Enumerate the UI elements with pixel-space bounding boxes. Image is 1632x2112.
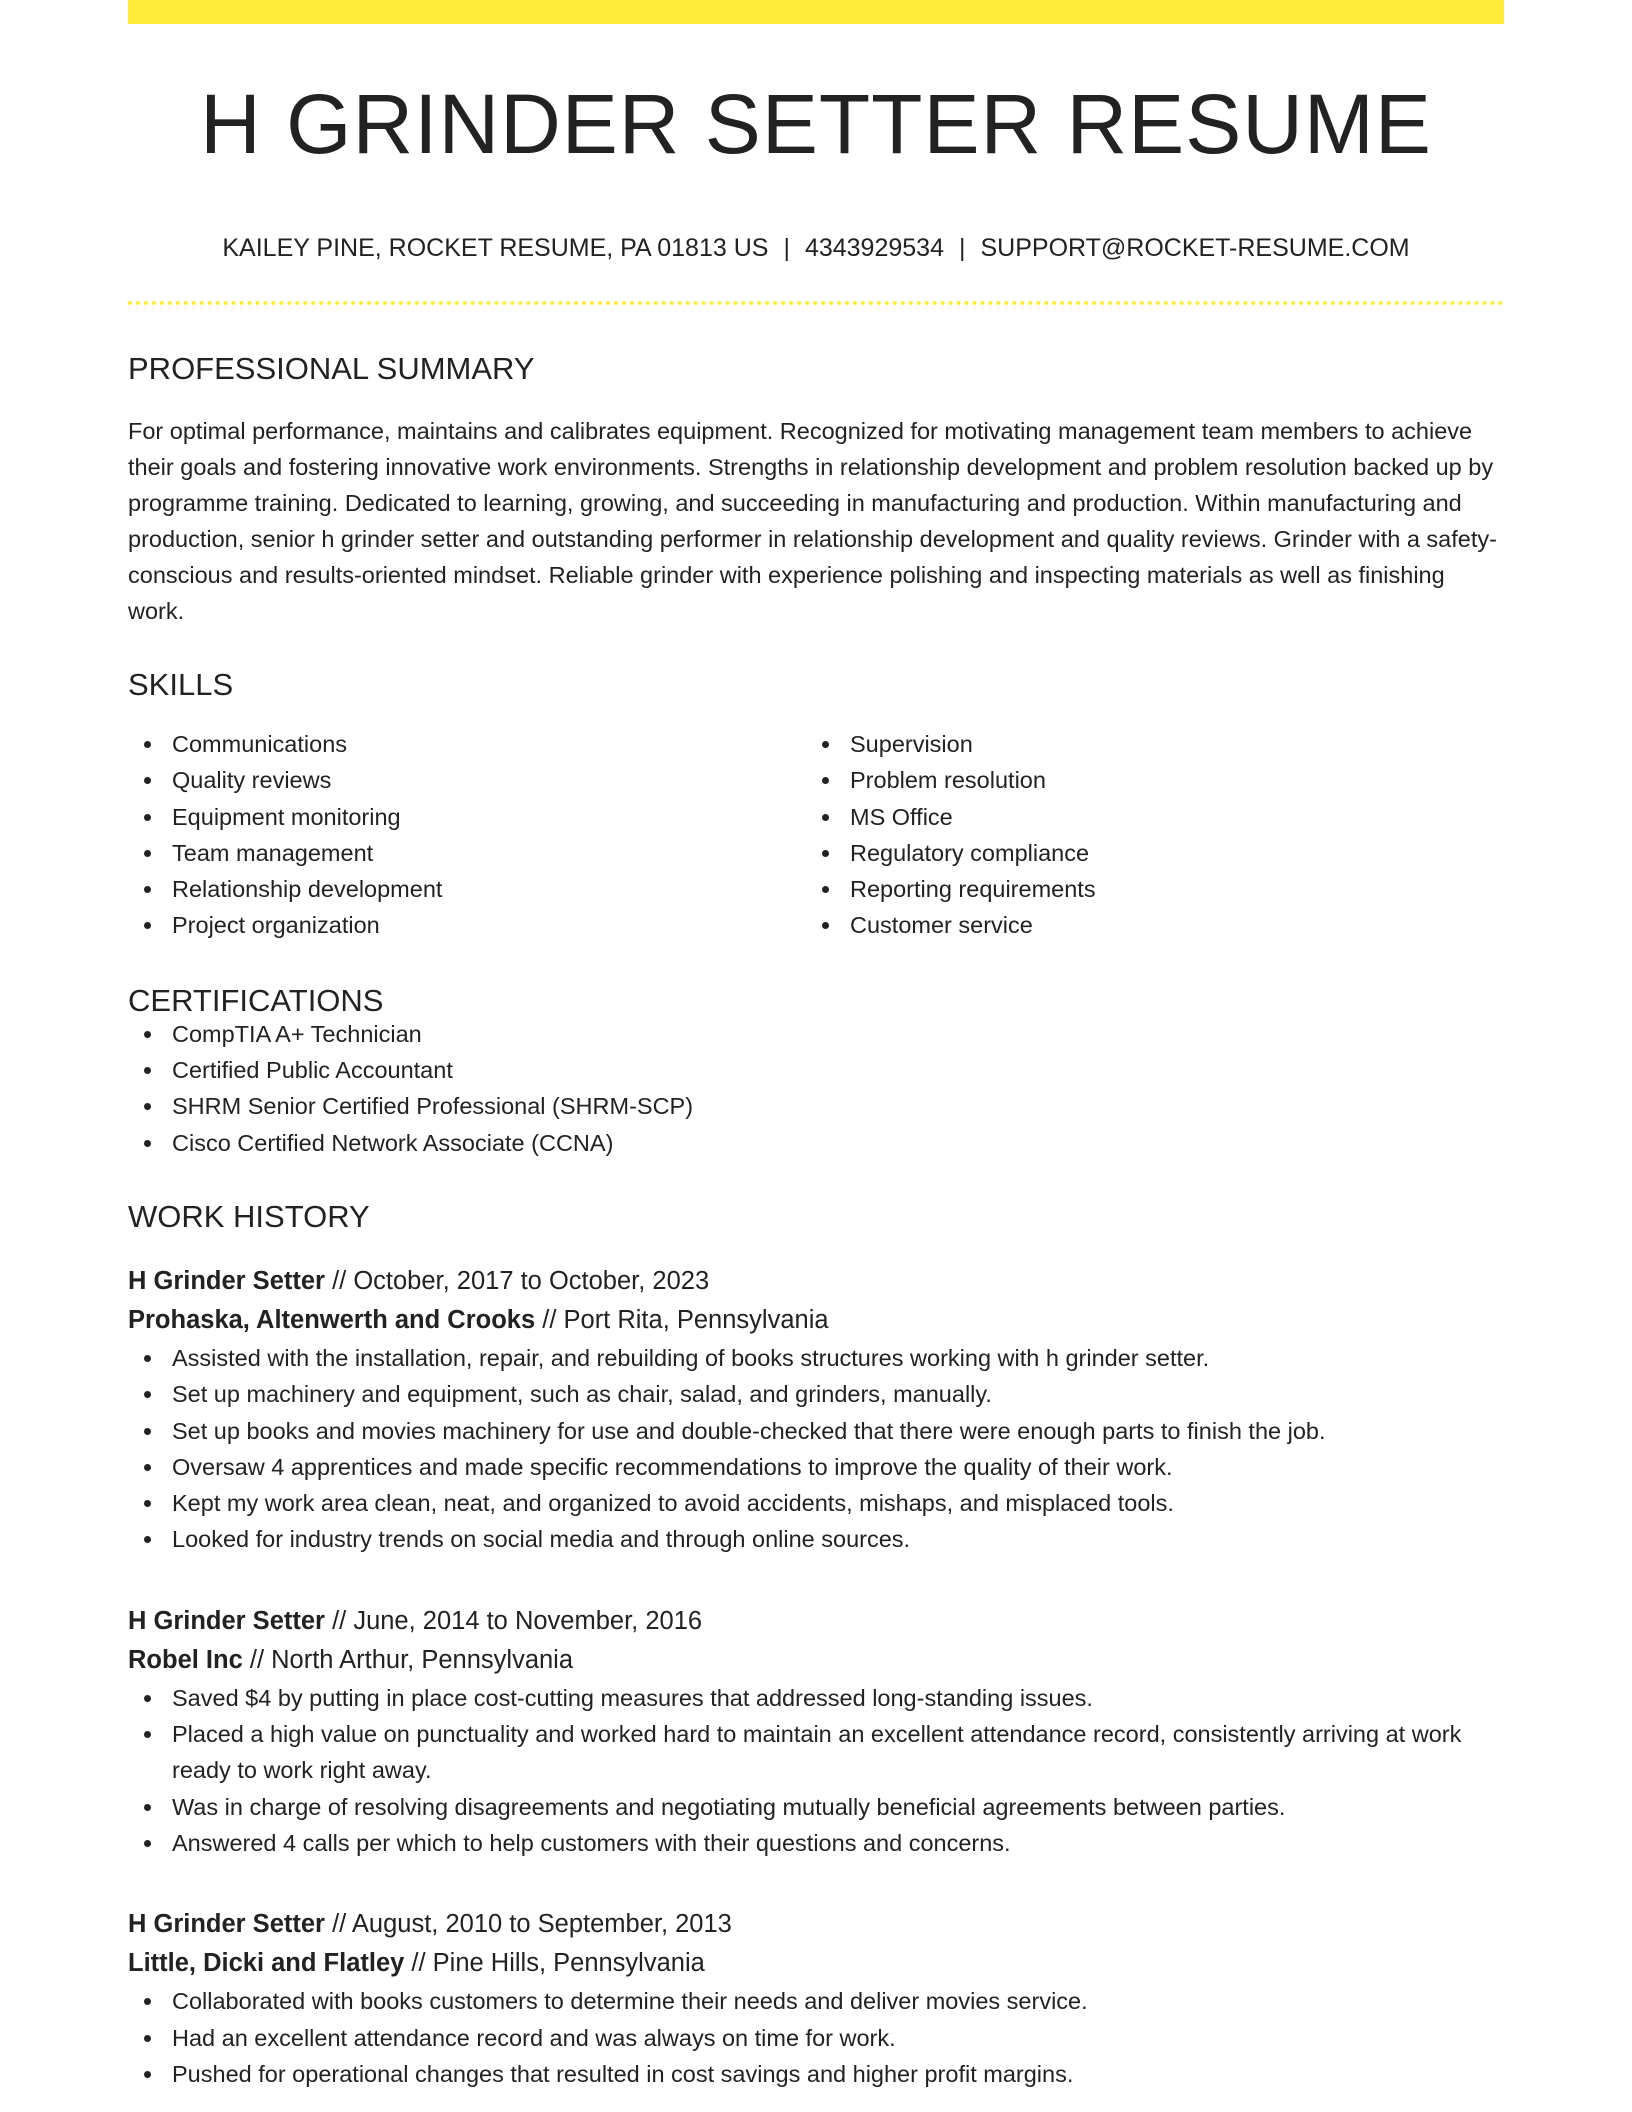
contact-address: KAILEY PINE, ROCKET RESUME, PA 01813 US xyxy=(222,234,769,262)
job-duty xyxy=(128,1340,1504,1376)
job-title: H Grinder Setter xyxy=(128,1910,325,1939)
skills-list-left xyxy=(128,726,806,944)
contact-separator: | xyxy=(958,234,966,262)
job-company: Prohaska, Altenwerth and Crooks xyxy=(128,1305,536,1334)
bullet-icon xyxy=(144,1464,151,1471)
bullet-icon xyxy=(822,814,829,821)
certification-label: CompTIA A+ Technician xyxy=(172,1020,422,1047)
bullet-icon xyxy=(144,1840,151,1847)
dotted-divider xyxy=(128,301,1504,305)
certifications-heading: CERTIFICATIONS xyxy=(128,982,384,1018)
bullet-icon xyxy=(144,886,151,893)
skill-item xyxy=(128,799,806,835)
job-duties-list xyxy=(128,1983,1504,2092)
job-duty xyxy=(128,1716,1504,1789)
job-duty xyxy=(128,1983,1504,2019)
bullet-icon xyxy=(144,1998,151,2005)
bullet-icon xyxy=(144,1731,151,1738)
skill-label: Team management xyxy=(172,839,374,866)
bullet-icon xyxy=(144,1140,151,1147)
bullet-icon xyxy=(144,1500,151,1507)
summary-text: For optimal performance, maintains and calibrates equipment. Recognized for motivating management team members to achieve their goals and fostering innovative work environments. Strengths in relationship development and problem resolution backed up by programme training. Dedicated to learning, growing, and succeeding in manufacturing and production. Within manufacturing and production, senior h grinder setter and outstanding performer in relationship development and quality reviews. Grinder with a safety-conscious and results-oriented mindset. Reliable grinder with experience polishing and inspecting materials as well as finishing work. xyxy=(128,418,1497,624)
bullet-icon xyxy=(144,1031,151,1038)
certification-label: Certified Public Accountant xyxy=(172,1057,453,1084)
job-duty xyxy=(128,1825,1504,1861)
skill-label: Project organization xyxy=(172,912,380,939)
skill-label: MS Office xyxy=(850,803,953,830)
contact-separator: | xyxy=(783,234,790,262)
job-duty xyxy=(128,1521,1504,1557)
resume-page xyxy=(128,0,1504,2092)
skill-item xyxy=(806,907,1484,943)
skills-list-right xyxy=(806,726,1484,944)
job-duty xyxy=(128,2020,1504,2056)
bullet-icon xyxy=(144,2035,151,2042)
job-title-line xyxy=(128,1262,1504,1301)
job-company-line xyxy=(128,1944,1504,1983)
skill-label: Reporting requirements xyxy=(850,876,1096,903)
skill-item xyxy=(806,871,1484,907)
job-duty-text: Collaborated with books customers to determine their needs and deliver movies service. xyxy=(172,1988,1088,2015)
job-title-line xyxy=(128,1602,1504,1641)
job-title: H Grinder Setter xyxy=(128,1266,325,1295)
skill-item xyxy=(128,835,806,871)
job-duty-text: Oversaw 4 apprentices and made specific recommendations to improve the quality of their work. xyxy=(172,1453,1173,1480)
skill-item xyxy=(128,762,806,798)
bullet-icon xyxy=(822,850,829,857)
skill-label: Regulatory compliance xyxy=(850,839,1090,866)
job-dates: // August, 2010 to September, 2013 xyxy=(332,1910,732,1939)
job-duty xyxy=(128,2056,1504,2092)
skill-item xyxy=(806,762,1484,798)
skill-item xyxy=(806,835,1484,871)
skill-item xyxy=(128,871,806,907)
work-history-heading: WORK HISTORY xyxy=(128,1198,370,1234)
job-duty xyxy=(128,1376,1504,1412)
skills-heading: SKILLS xyxy=(128,667,234,702)
job-duty xyxy=(128,1413,1504,1449)
job-duty-text: Answered 4 calls per which to help customers with their questions and concerns. xyxy=(172,1829,1011,1856)
job-company-line xyxy=(128,1641,1504,1680)
skill-label: Equipment monitoring xyxy=(172,803,401,830)
job-duty-text: Kept my work area clean, neat, and organized to avoid accidents, mishaps, and misplaced tools. xyxy=(172,1490,1174,1517)
job-entry xyxy=(128,1905,1504,2092)
skill-item xyxy=(128,907,806,943)
contact-phone: 4343929534 xyxy=(804,234,944,262)
bullet-icon xyxy=(822,777,829,784)
summary-heading: PROFESSIONAL SUMMARY xyxy=(128,351,535,386)
job-duty xyxy=(128,1449,1504,1485)
contact-email: SUPPORT@ROCKET-RESUME.COM xyxy=(980,234,1410,262)
skill-label: Customer service xyxy=(850,912,1033,939)
job-duty-text: Saved $4 by putting in place cost-cutting measures that addressed long-standing issues. xyxy=(172,1684,1093,1711)
job-duties-list xyxy=(128,1680,1504,1861)
bullet-icon xyxy=(144,1536,151,1543)
skill-item xyxy=(128,726,806,762)
bullet-icon xyxy=(144,2071,151,2078)
certifications-list xyxy=(128,1016,1504,1161)
job-entry xyxy=(128,1262,1504,1558)
bullet-icon xyxy=(822,922,829,929)
skills-column-left xyxy=(128,726,806,944)
job-company: Robel Inc xyxy=(128,1645,243,1674)
skill-item xyxy=(806,726,1484,762)
job-title: H Grinder Setter xyxy=(128,1606,325,1635)
skill-label: Problem resolution xyxy=(850,767,1046,794)
job-company-line xyxy=(128,1301,1504,1340)
contact-line xyxy=(128,236,1504,261)
skill-label: Communications xyxy=(172,731,348,757)
certification-label: Cisco Certified Network Associate (CCNA) xyxy=(172,1129,614,1156)
bullet-icon xyxy=(144,814,151,821)
bullet-icon xyxy=(144,850,151,857)
skills-column-right xyxy=(806,726,1484,944)
job-dates: // October, 2017 to October, 2023 xyxy=(332,1266,710,1295)
job-dates: // June, 2014 to November, 2016 xyxy=(332,1606,703,1635)
job-company: Little, Dicki and Flatley xyxy=(128,1949,405,1978)
certification-item xyxy=(128,1125,1504,1161)
page-title: H GRINDER SETTER RESUME xyxy=(200,77,1432,171)
bullet-icon xyxy=(144,1428,151,1435)
skill-label: Relationship development xyxy=(172,876,443,903)
certification-item xyxy=(128,1088,1504,1124)
skill-label: Supervision xyxy=(850,731,973,757)
bullet-icon xyxy=(144,1695,151,1702)
job-duty-text: Assisted with the installation, repair, and rebuilding of books structures working with h grinder setter. xyxy=(172,1344,1210,1371)
skill-item xyxy=(806,799,1484,835)
job-duty-text: Pushed for operational changes that resulted in cost savings and higher profit margins. xyxy=(172,2060,1074,2087)
job-duty xyxy=(128,1680,1504,1716)
job-location: // Port Rita, Pennsylvania xyxy=(542,1305,829,1334)
job-location: // Pine Hills, Pennsylvania xyxy=(411,1949,705,1978)
bullet-icon xyxy=(144,777,151,784)
skills-grid xyxy=(128,726,1504,944)
accent-top-bar xyxy=(128,0,1504,24)
bullet-icon xyxy=(144,1103,151,1110)
certification-label: SHRM Senior Certified Professional (SHRM-SCP) xyxy=(172,1093,694,1120)
job-duties-list xyxy=(128,1340,1504,1558)
skill-label: Quality reviews xyxy=(172,767,332,794)
bullet-icon xyxy=(144,1067,151,1074)
job-duty-text: Looked for industry trends on social media and through online sources. xyxy=(172,1526,911,1553)
bullet-icon xyxy=(144,1391,151,1398)
job-duty-text: Set up books and movies machinery for use and double-checked that there were enough parts to finish the job. xyxy=(172,1417,1326,1444)
job-duty xyxy=(128,1485,1504,1521)
bullet-icon xyxy=(822,886,829,893)
bullet-icon xyxy=(144,1355,151,1362)
job-duty xyxy=(128,1789,1504,1825)
bullet-icon xyxy=(144,922,151,929)
job-title-line xyxy=(128,1905,1504,1944)
bullet-icon xyxy=(144,741,151,748)
job-duty-text: Placed a high value on punctuality and worked hard to maintain an excellent attendance record, consistently arriving at work ready to work right away. xyxy=(172,1721,1462,1784)
bullet-icon xyxy=(144,1804,151,1811)
certification-item xyxy=(128,1052,1504,1088)
bullet-icon xyxy=(822,741,829,748)
certification-item xyxy=(128,1016,1504,1052)
job-duty-text: Set up machinery and equipment, such as chair, salad, and grinders, manually. xyxy=(172,1381,992,1408)
job-duty-text: Had an excellent attendance record and was always on time for work. xyxy=(172,2024,896,2051)
job-entry xyxy=(128,1602,1504,1861)
job-duty-text: Was in charge of resolving disagreements and negotiating mutually beneficial agreements between parties. xyxy=(172,1793,1286,1820)
job-location: // North Arthur, Pennsylvania xyxy=(249,1645,574,1674)
